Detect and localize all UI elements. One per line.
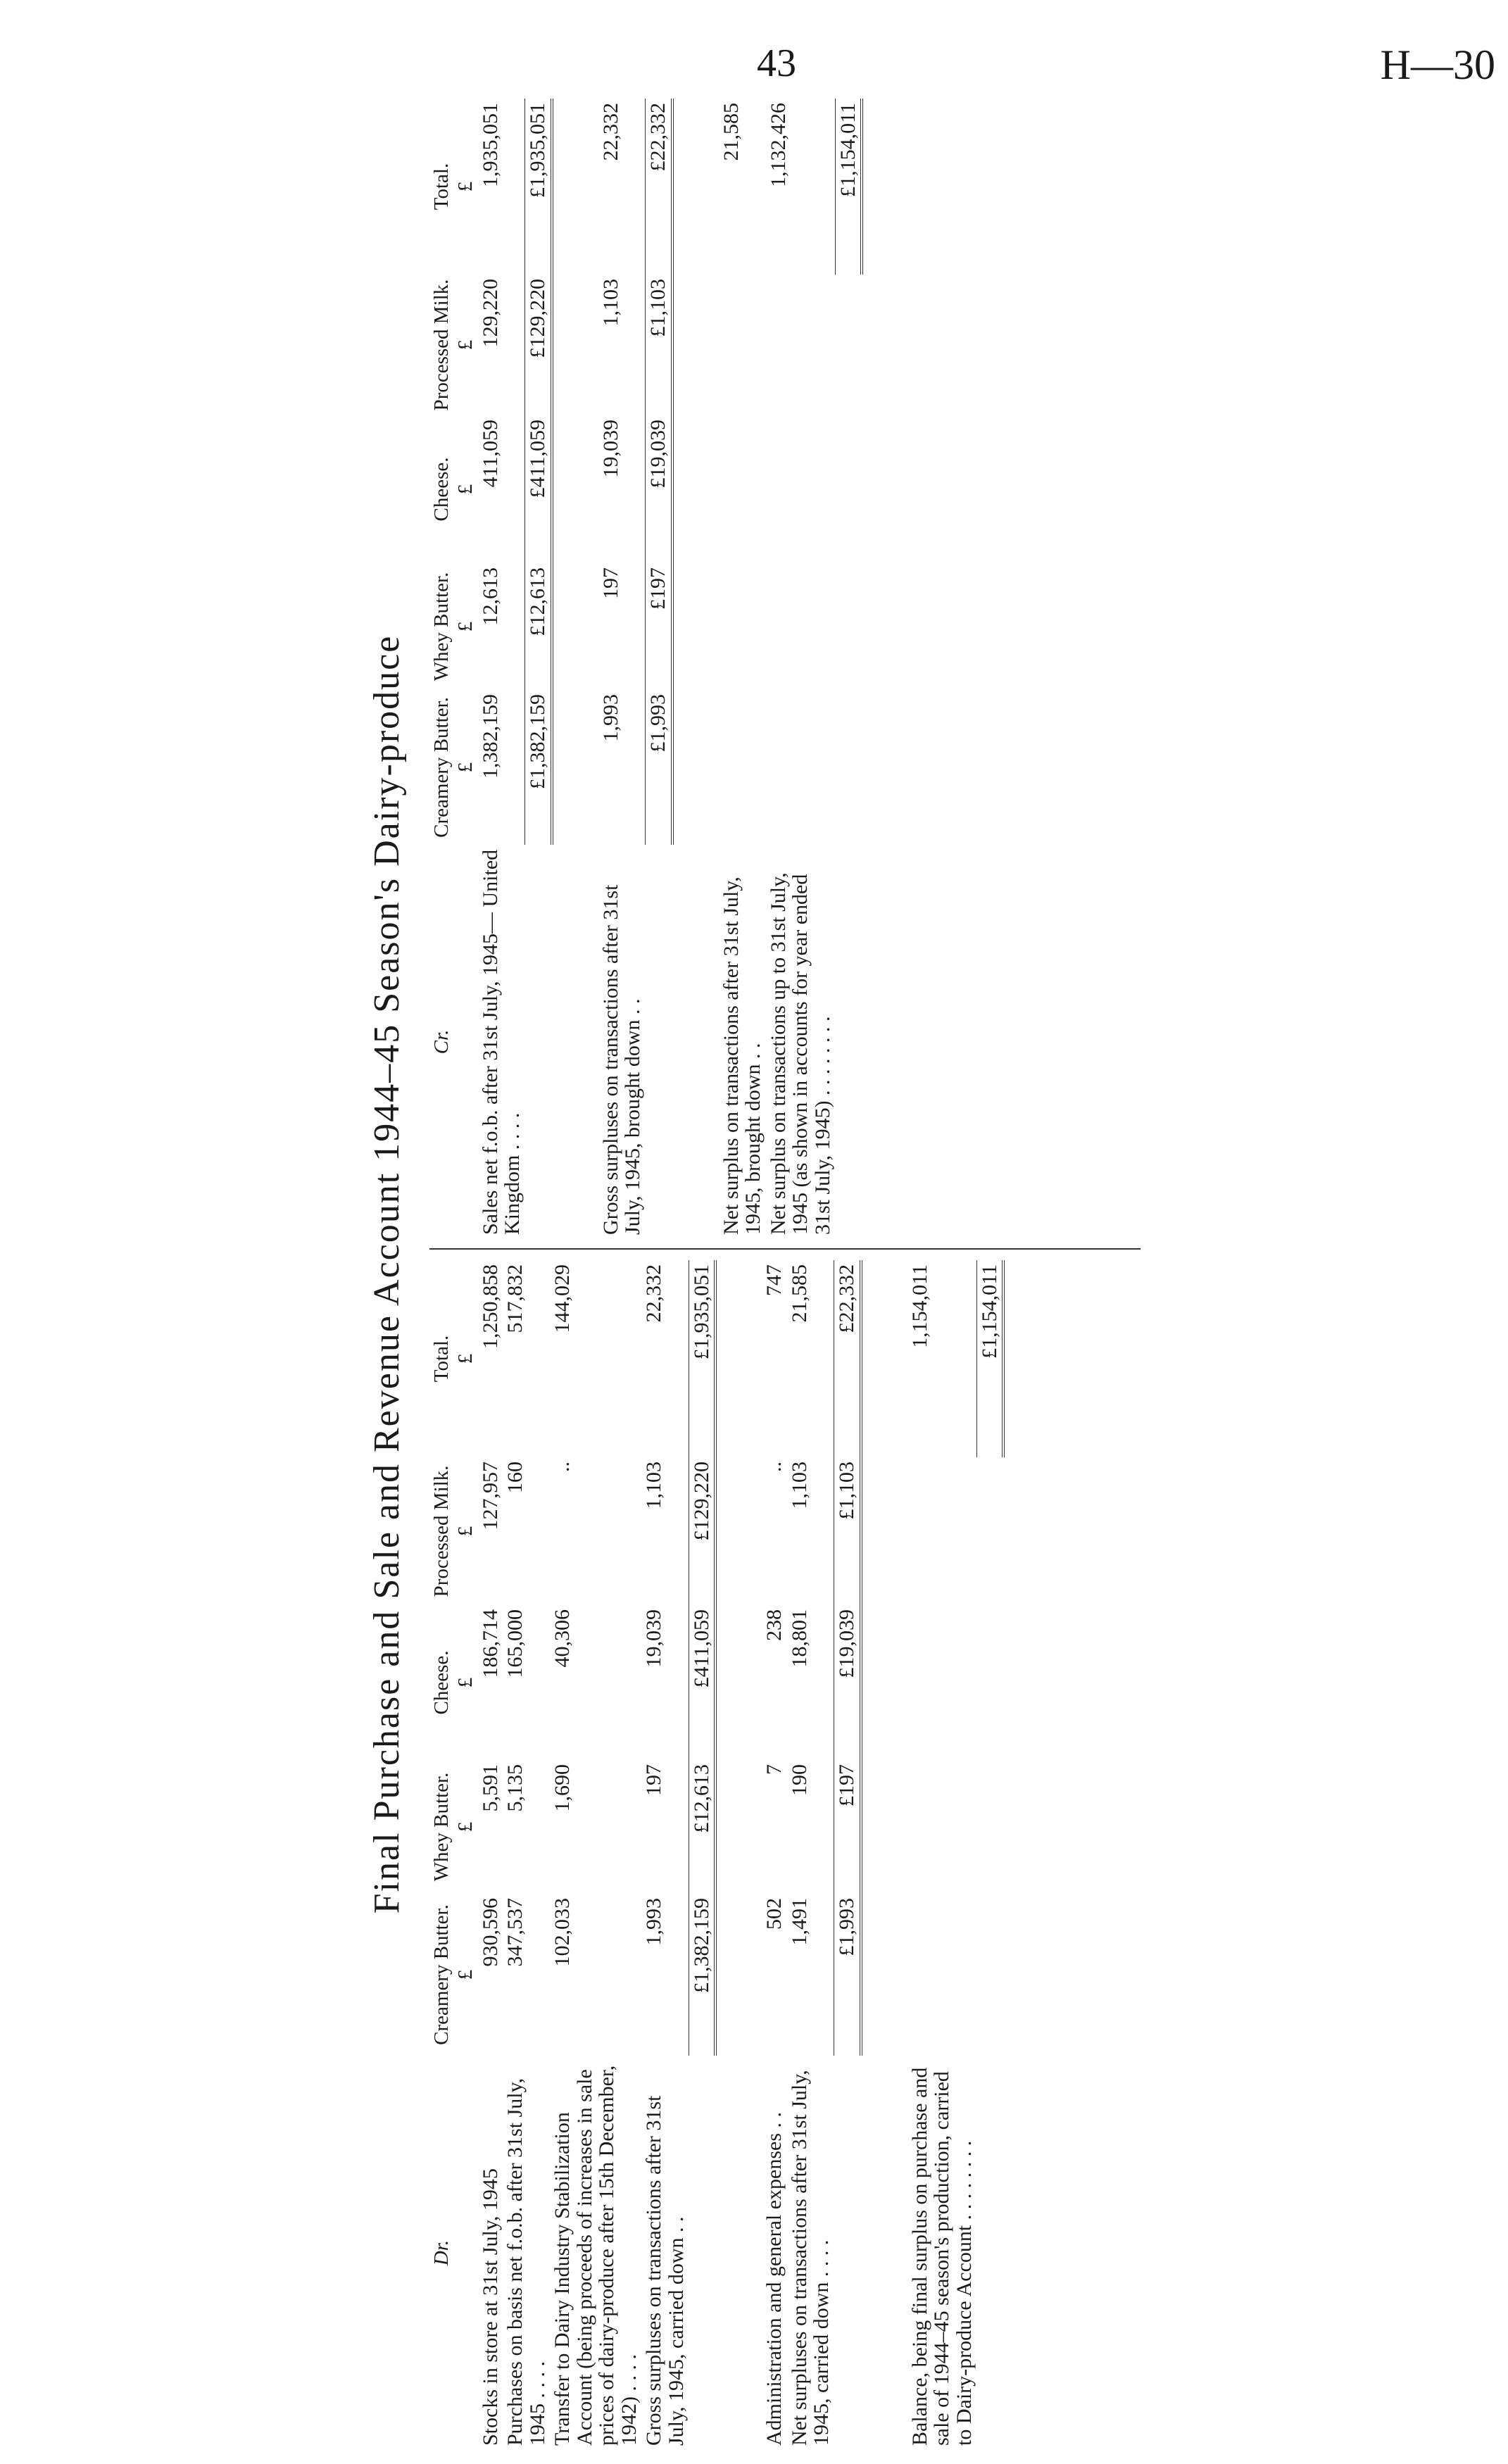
currency-symbol: £	[454, 762, 477, 773]
cell-value: 129,220	[478, 279, 502, 348]
cell-value	[835, 275, 862, 415]
cell-value: 7	[762, 1764, 786, 1775]
cell-value	[907, 1457, 977, 1605]
cell-value: 144,029	[551, 1264, 574, 1333]
col-creamery-butter: Creamery Butter.	[430, 697, 453, 838]
cell-value: £1,154,011	[976, 1260, 1003, 1457]
cell-value: £12,613	[525, 563, 552, 690]
cell-value: £1,382,159	[525, 690, 552, 845]
row-label: Net surpluses on transactions after 31st July, 1945, carried down . . . .	[787, 2070, 834, 2446]
row-label: Transfer to Dairy Industry Stabilization Account (being proceeds of increases in sale prices of dairy-produce after 15th December, 1942) . . . .	[551, 2065, 641, 2446]
currency-symbol: £	[454, 339, 477, 351]
cell-value: 186,714	[478, 1609, 502, 1678]
cell-value	[976, 1605, 1003, 1760]
total-row	[834, 1260, 861, 2450]
cell-value: 1,103	[642, 1462, 666, 1509]
row-spacer	[552, 99, 598, 1239]
cell-value: 5,135	[503, 1764, 527, 1812]
row-label	[976, 2056, 1003, 2450]
table-row	[762, 1260, 787, 2450]
cell-value: £411,059	[689, 1605, 715, 1760]
row-label: Sales net f.o.b. after 31st July, 1945— United Kingdom . . . .	[478, 849, 524, 1235]
table-row	[641, 1260, 689, 2450]
row-spacer	[715, 1260, 762, 2450]
cell-value: £197	[834, 1760, 861, 1894]
credit-heading: Cr.	[430, 1029, 453, 1055]
col-whey-butter: Whey Butter.	[430, 572, 453, 681]
cell-value: £197	[646, 563, 672, 690]
cell-value: 21,585	[719, 103, 743, 161]
row-label: Stocks in store at 31st July, 1945	[478, 2168, 502, 2446]
cell-value: £19,039	[834, 1605, 861, 1760]
document-id: H—30	[1380, 42, 1495, 88]
cell-value	[907, 1605, 977, 1760]
row-label	[525, 845, 552, 1239]
col-total: Total.	[430, 1335, 453, 1383]
cell-value	[976, 1457, 1003, 1605]
row-label: Purchases on basis net f.o.b. after 31st July, 1945 . . . .	[503, 2078, 549, 2446]
cell-value	[766, 415, 836, 563]
cell-value: 1,132,426	[766, 103, 790, 187]
cell-value	[719, 690, 766, 845]
col-processed-milk: Processed Milk.	[430, 279, 453, 411]
currency-symbol: £	[454, 1526, 477, 1537]
total-row	[689, 1260, 715, 2450]
cell-value: 102,033	[551, 1898, 574, 1967]
cell-value	[907, 1760, 977, 1894]
cell-value: 197	[642, 1764, 666, 1796]
cell-value: 5,591	[478, 1764, 502, 1812]
cell-value: 1,250,858	[478, 1264, 502, 1349]
cell-value: 22,332	[642, 1264, 666, 1323]
table-row	[478, 99, 525, 1239]
row-spacer	[672, 99, 719, 1239]
cell-value: 160	[503, 1462, 527, 1493]
row-label: Administration and general expenses . .	[762, 2111, 786, 2446]
cell-value: 19,039	[642, 1609, 666, 1668]
cell-value: 1,690	[551, 1764, 574, 1812]
cell-value: 347,537	[503, 1898, 527, 1967]
cell-value: £411,059	[525, 415, 552, 563]
currency-symbol: £	[454, 484, 477, 495]
row-label: Gross surpluses on transactions after 31st July, 1945, brought down . .	[598, 884, 645, 1235]
row-label	[835, 845, 862, 1239]
cell-value: £1,935,051	[689, 1260, 715, 1457]
table-row	[907, 1260, 977, 2450]
col-processed-milk: Processed Milk.	[430, 1465, 453, 1597]
cell-value: 22,332	[598, 103, 622, 161]
cell-value: 238	[762, 1609, 786, 1641]
cell-value: £1,935,051	[525, 99, 552, 275]
table-row	[598, 99, 646, 1239]
table-row	[787, 1260, 834, 2450]
debit-side	[429, 1260, 1500, 2450]
cell-value: £1,103	[646, 275, 672, 415]
cell-value	[766, 690, 836, 845]
table-row	[550, 1260, 641, 2450]
cell-value: 1,103	[598, 279, 622, 327]
total-row	[976, 1260, 1003, 2450]
col-total: Total.	[430, 163, 453, 210]
currency-symbol: £	[454, 181, 477, 192]
row-label: Net surplus on transactions after 31st July, 1945, brought down . .	[719, 876, 765, 1235]
cell-value: 1,993	[642, 1898, 666, 1946]
cell-value: 1,935,051	[478, 103, 502, 187]
cell-value: £129,220	[689, 1457, 715, 1605]
cell-value: 1,103	[787, 1462, 811, 1509]
cell-value: 165,000	[503, 1609, 527, 1678]
row-label: Gross surpluses on transactions after 31st July, 1945, carried down . .	[642, 2095, 688, 2446]
total-row	[646, 99, 672, 1239]
col-whey-butter: Whey Butter.	[430, 1772, 453, 1882]
page-title: Final Purchase and Sale and Revenue Account 1944–45 Season's Dairy-produce	[367, 634, 407, 1914]
cell-value: 40,306	[551, 1609, 574, 1668]
cell-value	[835, 563, 862, 690]
account-statement	[366, 99, 1507, 2450]
cell-value: £22,332	[834, 1260, 861, 1457]
row-spacer	[861, 1260, 907, 2450]
currency-symbol: £	[454, 621, 477, 632]
cell-value: 1,993	[598, 694, 622, 742]
cell-value: 1,382,159	[478, 694, 502, 779]
cell-value: 19,039	[598, 420, 622, 478]
cell-value: 1,491	[787, 1898, 811, 1946]
cell-value	[719, 563, 766, 690]
cell-value: 127,957	[478, 1462, 502, 1530]
cell-value	[835, 415, 862, 563]
cell-value	[835, 690, 862, 845]
cell-value	[766, 563, 836, 690]
cell-value: 190	[787, 1764, 811, 1796]
currency-symbol: £	[454, 1677, 477, 1688]
page-number: 43	[757, 42, 796, 85]
row-label: Net surplus on transactions up to 31st July, 1945 (as shown in accounts for year ended 31st July, 1945) . . . . . . . .	[766, 872, 834, 1235]
credit-side	[429, 99, 1500, 1239]
row-label	[689, 2056, 715, 2450]
cell-value	[907, 1894, 977, 2056]
cell-value: 411,059	[478, 420, 502, 488]
cell-value	[976, 1894, 1003, 2056]
debit-heading: Dr.	[430, 2239, 453, 2266]
cell-value: £129,220	[525, 275, 552, 415]
cell-value: 502	[762, 1898, 786, 1930]
cell-value: 747	[762, 1264, 786, 1296]
credit-table	[429, 99, 863, 1239]
cell-value: ..	[762, 1462, 786, 1472]
col-cheese: Cheese.	[430, 1650, 453, 1715]
cell-value: 18,801	[787, 1609, 811, 1668]
column-divider	[429, 1248, 1141, 1250]
cell-value: £22,332	[646, 99, 672, 275]
cell-value: £1,993	[646, 690, 672, 845]
cell-value	[719, 415, 766, 563]
cell-value: 21,585	[787, 1264, 811, 1323]
cell-value	[976, 1760, 1003, 1894]
table-row	[503, 1260, 550, 2450]
row-label	[834, 2056, 861, 2450]
row-label: Balance, being final surplus on purchase and sale of 1944–45 season's production, carried to Dairy-produce Account . . . . . . . .	[907, 2067, 976, 2446]
debit-table	[429, 1260, 1005, 2450]
col-cheese: Cheese.	[430, 457, 453, 522]
total-row	[525, 99, 552, 1239]
cell-value	[766, 275, 836, 415]
cell-value: 197	[598, 567, 622, 599]
row-label	[646, 845, 672, 1239]
col-creamery-butter: Creamery Butter.	[430, 1904, 453, 2045]
total-row	[835, 99, 862, 1239]
cell-value: £19,039	[646, 415, 672, 563]
cell-value: 930,596	[478, 1898, 502, 1967]
cell-value	[719, 275, 766, 415]
currency-symbol: £	[454, 1353, 477, 1364]
table-row	[478, 1260, 503, 2450]
cell-value: 12,613	[478, 567, 502, 626]
cell-value: 1,154,011	[907, 1264, 931, 1348]
table-row	[766, 99, 836, 1239]
currency-symbol: £	[454, 1821, 477, 1833]
cell-value: £12,613	[689, 1760, 715, 1894]
cell-value: ..	[551, 1462, 574, 1472]
cell-value: £1,103	[834, 1457, 861, 1605]
cell-value: 517,832	[503, 1264, 527, 1333]
cell-value: £1,154,011	[835, 99, 862, 275]
table-row	[719, 99, 766, 1239]
cell-value: £1,382,159	[689, 1894, 715, 2056]
cell-value: £1,993	[834, 1894, 861, 2056]
currency-symbol: £	[454, 1969, 477, 1980]
